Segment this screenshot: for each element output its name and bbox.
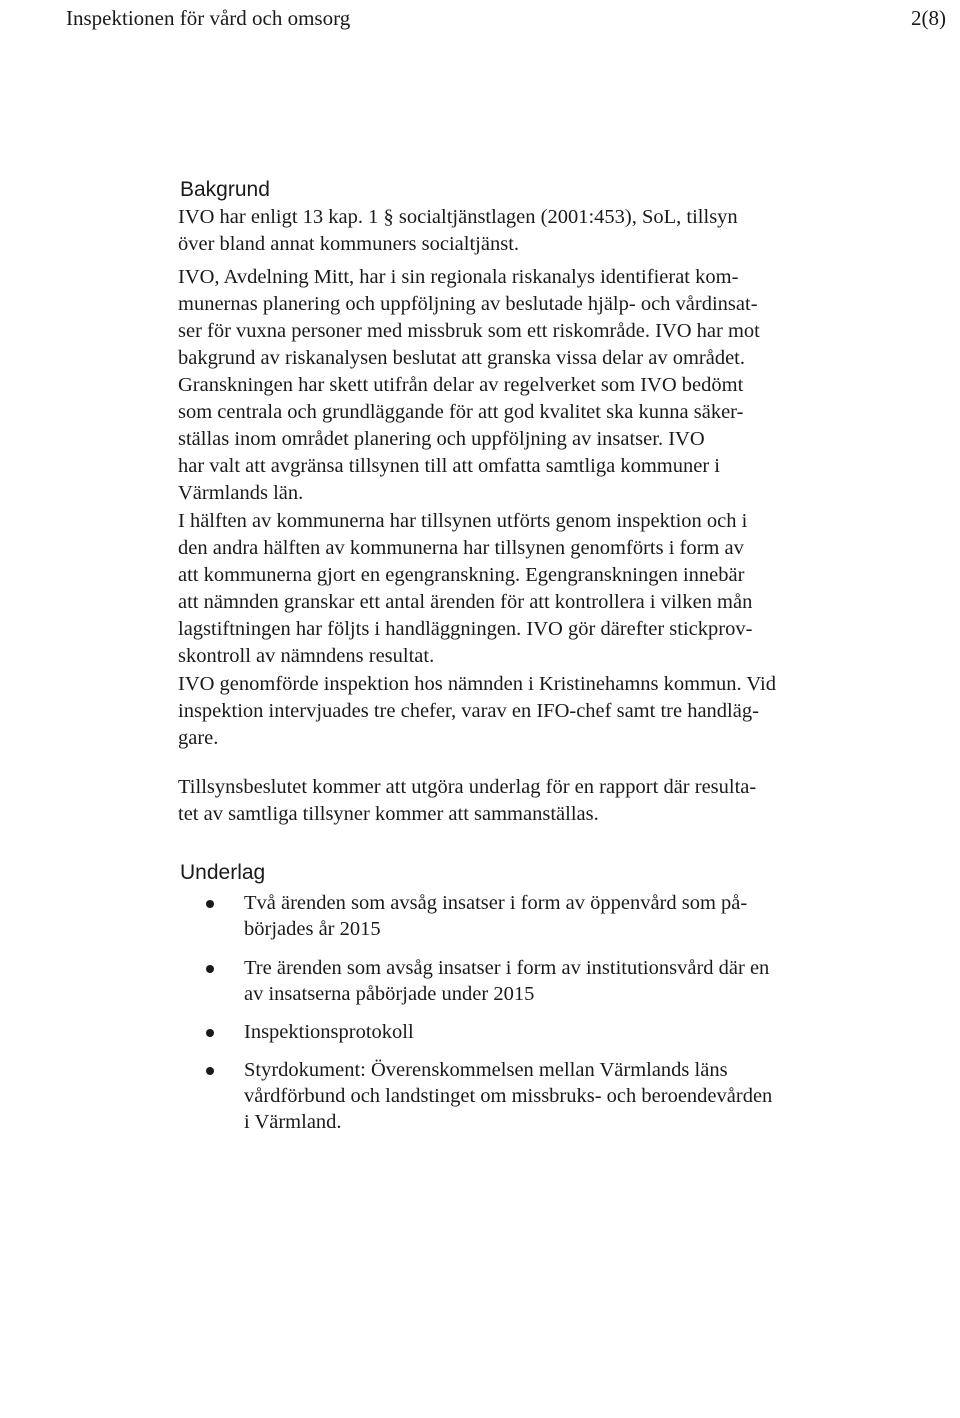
text-line: börjades år 2015: [244, 918, 381, 940]
text-line: över bland annat kommuners socialtjänst.: [178, 233, 520, 255]
heading-underlag: Underlag: [180, 861, 266, 884]
paragraph-report: [178, 774, 798, 828]
text-line: Tre ärenden som avsåg insatser i form av institutionsvård där en: [244, 957, 770, 979]
text-line: munernas planering och uppföljning av beslutade hjälp- och vårdinsat-: [178, 293, 758, 315]
text-line: IVO genomförde inspektion hos nämnden i Kristinehamns kommun. Vid: [178, 673, 776, 695]
paragraph-risk-analysis: [178, 264, 798, 507]
text-line: gare.: [178, 727, 219, 749]
text-line: Styrdokument: Överenskommelsen mellan Värmlands läns: [244, 1059, 728, 1081]
organization-name: Inspektionen för vård och omsorg: [66, 6, 351, 30]
text-line: inspektion intervjuades tre chefer, varav en IFO-chef samt tre handläg-: [178, 700, 759, 722]
bullet-icon: [206, 1067, 214, 1075]
text-line: att nämnden granskar ett antal ärenden för att kontrollera i vilken mån: [178, 591, 753, 613]
text-line: bakgrund av riskanalysen beslutat att granska vissa delar av området.: [178, 347, 745, 369]
paragraph-method: [178, 508, 798, 670]
text-line: IVO, Avdelning Mitt, har i sin regionala riskanalys identifierat kom-: [178, 266, 739, 288]
text-line: Tillsynsbeslutet kommer att utgöra underlag för en rapport där resulta-: [178, 776, 757, 798]
text-line: Två ärenden som avsåg insatser i form av öppenvård som på-: [244, 892, 748, 914]
text-line: vårdförbund och landstinget om missbruks- och beroendevården: [244, 1085, 773, 1107]
paragraph-legal-basis: [178, 204, 798, 258]
text-line: tet av samtliga tillsyner kommer att sammanställas.: [178, 803, 599, 825]
page-header: [66, 4, 946, 32]
text-line: har valt att avgränsa tillsynen till att omfatta samtliga kommuner i: [178, 455, 720, 477]
text-line: ser för vuxna personer med missbruk som ett riskområde. IVO har mot: [178, 320, 760, 342]
bullet-icon: [206, 1029, 214, 1037]
paragraph-inspection: [178, 671, 798, 752]
text-line: I hälften av kommunerna har tillsynen utförts genom inspektion och i: [178, 510, 748, 532]
text-line: Värmlands län.: [178, 482, 304, 504]
text-line: Inspektionsprotokoll: [244, 1021, 414, 1043]
text-line: IVO har enligt 13 kap. 1 § socialtjänstlagen (2001:453), SoL, tillsyn: [178, 206, 738, 228]
bullet-icon: [206, 965, 214, 973]
bullet-icon: [206, 900, 214, 908]
heading-bakgrund: Bakgrund: [180, 178, 270, 201]
text-line: av insatserna påbörjade under 2015: [244, 983, 535, 1005]
text-line: den andra hälften av kommunerna har tillsynen genomförts i form av: [178, 537, 744, 559]
text-line: i Värmland.: [244, 1111, 342, 1133]
text-line: skontroll av nämndens resultat.: [178, 645, 435, 667]
text-line: ställas inom området planering och uppföljning av insatser. IVO: [178, 428, 705, 450]
page-number: 2(8): [911, 6, 946, 30]
text-line: lagstiftningen har följts i handläggningen. IVO gör därefter stickprov-: [178, 618, 753, 640]
text-line: Granskningen har skett utifrån delar av regelverket som IVO bedömt: [178, 374, 744, 396]
text-line: att kommunerna gjort en egengranskning. Egengranskningen innebär: [178, 564, 745, 586]
text-line: som centrala och grundläggande för att god kvalitet ska kunna säker-: [178, 401, 744, 423]
